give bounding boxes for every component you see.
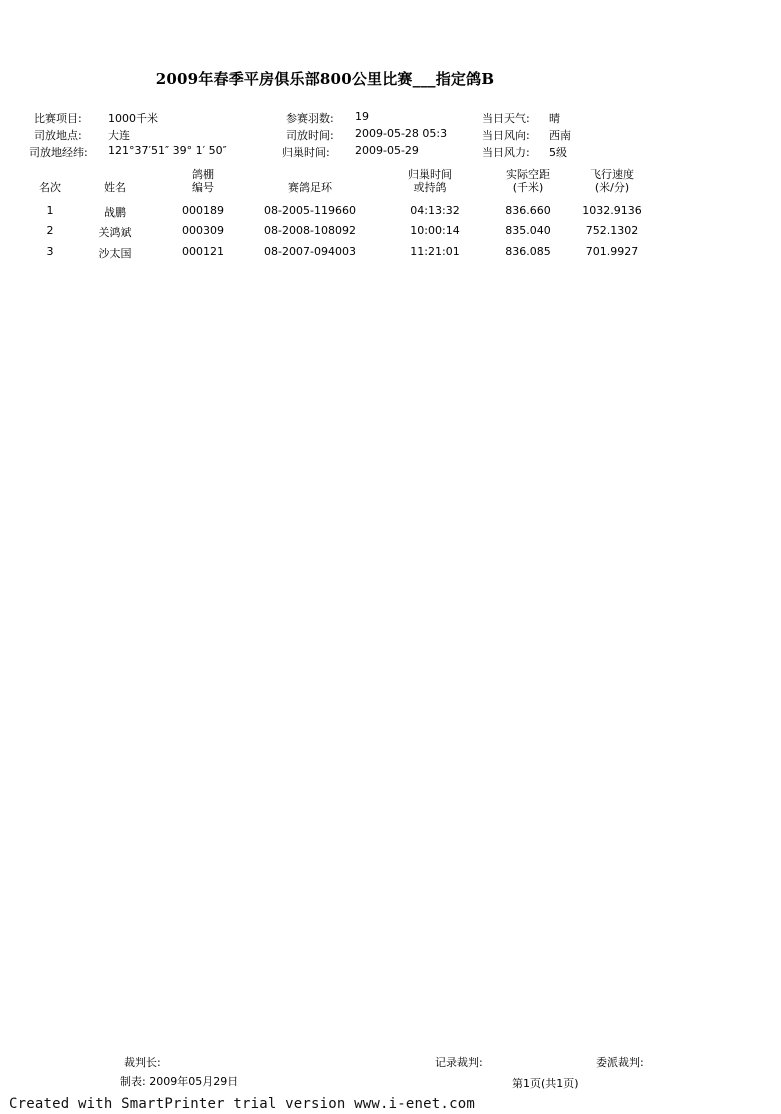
wind-force-value: 5级 [549, 146, 567, 159]
table-row-3-loft: 000121 [182, 245, 224, 258]
table-row-2-ring: 08-2008-108092 [264, 224, 356, 237]
table-row-2-name: 关鸿斌 [98, 226, 132, 239]
wind-dir-label: 当日风向: [482, 129, 530, 142]
header-distance-line1: 实际空距 [506, 168, 550, 181]
weather-label: 当日天气: [482, 112, 530, 125]
table-row-1-ring: 08-2005-119660 [264, 204, 356, 217]
table-row-1-loft: 000189 [182, 204, 224, 217]
weather-value: 晴 [549, 112, 560, 125]
table-row-2-rank: 2 [46, 224, 54, 237]
recorder-label: 记录裁判: [435, 1056, 483, 1069]
table-row-3-distance: 836.085 [505, 245, 551, 258]
race-label: 比赛项目: [34, 112, 82, 125]
table-row-2-distance: 835.040 [505, 224, 551, 237]
table-row-2-arrival: 10:00:14 [410, 224, 460, 237]
header-rank: 名次 [39, 181, 61, 194]
delegated-judge-label: 委派裁判: [596, 1056, 644, 1069]
table-row-1-rank: 1 [46, 204, 54, 217]
table-row-1-distance: 836.660 [505, 204, 551, 217]
table-row-2-loft: 000309 [182, 224, 224, 237]
release-place-value: 大连 [108, 129, 130, 142]
header-loft-line2: 编号 [192, 181, 214, 194]
report-title: 2009年春季平房俱乐部800公里比赛___指定鸽B [155, 70, 495, 88]
header-speed-line1: 飞行速度 [590, 168, 634, 181]
entries-label: 参赛羽数: [286, 112, 334, 125]
table-row-3-ring: 08-2007-094003 [264, 245, 356, 258]
table-row-3-arrival: 11:21:01 [410, 245, 460, 258]
chief-judge-label: 裁判长: [124, 1056, 161, 1069]
release-time-label: 司放时间: [286, 129, 334, 142]
header-distance-line2: (千米) [512, 181, 544, 194]
return-time-value: 2009-05-29 [355, 144, 419, 157]
release-place-label: 司放地点: [34, 129, 82, 142]
header-arrival-line2: 或持鸽 [413, 181, 447, 194]
header-name: 姓名 [104, 181, 126, 194]
race-value: 1000千米 [108, 112, 158, 125]
entries-value: 19 [355, 110, 369, 123]
table-row-3-rank: 3 [46, 245, 54, 258]
wind-force-label: 当日风力: [482, 146, 530, 159]
table-row-2-speed: 752.1302 [585, 224, 639, 237]
return-time-label: 归巢时间: [282, 146, 330, 159]
wind-dir-value: 西南 [549, 129, 571, 142]
header-speed-line2: (米/分) [594, 181, 630, 194]
release-time-value: 2009-05-28 05:3 [355, 127, 448, 140]
table-row-1-arrival: 04:13:32 [410, 204, 460, 217]
watermark-text: Created with SmartPrinter trial version www.i-enet.com [9, 1096, 475, 1112]
table-row-3-name: 沙太国 [98, 247, 132, 260]
header-arrival-line1: 归巢时间 [408, 168, 452, 181]
table-row-1-name: 战鹏 [104, 206, 126, 219]
prepared-by: 制表: 2009年05月29日 [120, 1075, 239, 1088]
page-info: 第1页(共1页) [512, 1077, 579, 1090]
header-loft-line1: 鸽棚 [192, 168, 214, 181]
table-row-1-speed: 1032.9136 [582, 204, 642, 217]
release-coords-value: 121°37′51″ 39° 1′ 50″ [108, 144, 227, 157]
table-row-3-speed: 701.9927 [585, 245, 639, 258]
header-ring: 赛鸽足环 [288, 181, 332, 194]
release-coords-label: 司放地经纬: [29, 146, 88, 159]
